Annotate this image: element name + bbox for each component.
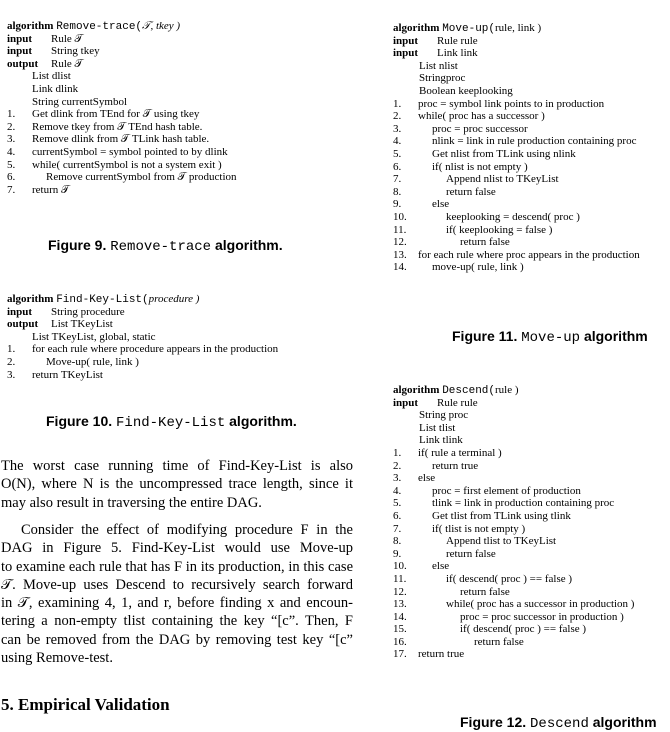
- io-keyword: input: [7, 32, 33, 45]
- line-number: 5.: [393, 147, 402, 160]
- text-line: using Remove-test.: [1, 650, 113, 667]
- line-text: return TKeyList: [32, 368, 103, 381]
- line-number: 11.: [393, 572, 407, 585]
- line-number: 6.: [7, 171, 16, 184]
- line-number: 16.: [393, 635, 407, 648]
- line-number: 17.: [393, 648, 407, 661]
- algorithm-line: [393, 110, 670, 123]
- line-number: 11.: [393, 223, 407, 236]
- algorithm-io: [393, 35, 670, 60]
- algorithm-lines: [393, 447, 670, 661]
- io-keyword: output: [7, 57, 39, 70]
- algorithm-input-row: [393, 47, 670, 60]
- algorithm-line: [393, 586, 670, 599]
- figure-12-algorithm: [393, 384, 670, 661]
- line-number: 7.: [7, 183, 16, 196]
- text-line: in 𝒯, examining 4, 1, and r, before finding x and encoun-: [1, 595, 353, 612]
- algorithm-declarations: [393, 409, 670, 447]
- algorithm-output-row: [7, 58, 337, 71]
- line-number: 12.: [393, 585, 407, 598]
- line-text: proc = proc successor: [432, 122, 528, 135]
- io-text: Link link: [437, 47, 478, 60]
- line-number: 2.: [7, 355, 16, 368]
- line-text: keeplooking = descend( proc ): [446, 210, 580, 223]
- line-text: return true: [418, 648, 465, 661]
- algorithm-header: algorithm Descend(rule ): [393, 384, 519, 397]
- declaration-line: List dlist: [32, 70, 71, 83]
- io-text: Rule 𝒯: [51, 57, 83, 70]
- io-keyword: input: [393, 34, 419, 47]
- algorithm-declarations: [7, 331, 337, 344]
- algorithm-line: [7, 108, 337, 121]
- algorithm-header: algorithm Move-up(rule, link ): [393, 22, 542, 35]
- declaration-line: String proc: [419, 409, 469, 422]
- algorithm-line: [393, 623, 670, 636]
- figure-12-caption: Figure 12. Descend algorithm: [460, 714, 657, 732]
- declaration-line: List tlist: [419, 421, 456, 434]
- line-number: 15.: [393, 623, 407, 636]
- text-line: 𝒯. Move-up uses Descend to recursively search forward: [1, 576, 353, 593]
- line-text: if( rule a terminal ): [418, 446, 502, 459]
- line-text: if( nlist is not empty ): [432, 160, 528, 173]
- line-text: if( tlist is not empty ): [432, 522, 526, 535]
- algorithm-line: [393, 560, 670, 573]
- algorithm-io: [7, 306, 337, 331]
- algorithm-line: [7, 184, 337, 197]
- io-text: Rule rule: [437, 34, 478, 47]
- section-heading: 5. Empirical Validation: [1, 695, 170, 714]
- algorithm-line: [393, 472, 670, 485]
- figure-9-algorithm: [7, 20, 337, 196]
- line-number: 9.: [393, 547, 402, 560]
- io-text: List TKeyList: [51, 318, 113, 331]
- algorithm-input-row: [393, 397, 670, 410]
- algorithm-lines: [7, 108, 337, 196]
- algorithm-line: [393, 123, 670, 136]
- line-number: 14.: [393, 610, 407, 623]
- line-number: 7.: [393, 522, 402, 535]
- line-number: 6.: [393, 509, 402, 522]
- algorithm-line: [393, 611, 670, 624]
- algorithm-line: [7, 171, 337, 184]
- line-text: else: [418, 472, 436, 485]
- line-text: return false: [474, 635, 524, 648]
- algorithm-line: [393, 485, 670, 498]
- paragraph-example: [1, 521, 353, 667]
- line-number: 2.: [393, 110, 402, 123]
- algorithm-line: [7, 356, 337, 369]
- line-text: Move-up( rule, link ): [46, 355, 139, 368]
- declaration-line: Boolean keeplooking: [419, 84, 513, 97]
- line-number: 13.: [393, 598, 407, 611]
- line-number: 5.: [393, 497, 402, 510]
- io-text: String procedure: [51, 305, 125, 318]
- line-number: 2.: [393, 459, 402, 472]
- algorithm-header: algorithm Remove-trace(𝒯, tkey ): [7, 20, 181, 33]
- line-text: Append nlist to TKeyList: [446, 173, 559, 186]
- io-keyword: input: [7, 45, 33, 58]
- line-number: 10.: [393, 210, 407, 223]
- algorithm-line: [393, 648, 670, 661]
- text-line: can be removed from the DAG by removing test key “[c”: [1, 631, 353, 648]
- algorithm-line: [393, 573, 670, 586]
- line-text: proc = symbol link points to in production: [418, 97, 605, 110]
- io-keyword: input: [7, 305, 33, 318]
- line-number: 7.: [393, 173, 402, 186]
- algorithm-line: [393, 173, 670, 186]
- algorithm-input-row: [7, 45, 337, 58]
- algorithm-output-row: [7, 318, 337, 331]
- algorithm-line: [7, 146, 337, 159]
- line-number: 1.: [393, 446, 402, 459]
- line-number: 2.: [7, 120, 16, 133]
- algorithm-line: [393, 523, 670, 536]
- algorithm-input-row: [7, 306, 337, 319]
- line-text: currentSymbol = symbol pointed to by dlink: [32, 145, 228, 158]
- text-line: tering a non-empty tlist containing the key “[c”. Then, F: [1, 613, 353, 630]
- algorithm-line: [393, 598, 670, 611]
- line-text: Get tlist from TLink using tlink: [432, 509, 571, 522]
- line-text: else: [432, 198, 450, 211]
- line-number: 4.: [7, 145, 16, 158]
- line-text: if( descend( proc ) == false ): [446, 572, 573, 585]
- line-number: 6.: [393, 160, 402, 173]
- line-number: 8.: [393, 185, 402, 198]
- line-text: while( proc has a successor ): [418, 110, 545, 123]
- algorithm-line: [7, 159, 337, 172]
- algorithm-line: [7, 343, 337, 356]
- line-number: 4.: [393, 484, 402, 497]
- algorithm-line: [393, 497, 670, 510]
- line-text: return 𝒯: [32, 183, 70, 196]
- line-text: Remove currentSymbol from 𝒯 production: [46, 171, 237, 184]
- algorithm-line: [393, 161, 670, 174]
- declaration-line: Stringproc: [419, 72, 466, 85]
- line-text: Get nlist from TLink using nlink: [432, 147, 576, 160]
- algorithm-input-row: [393, 35, 670, 48]
- algorithm-line: [7, 133, 337, 146]
- line-text: Get dlink from TEnd for 𝒯 using tkey: [32, 108, 200, 121]
- algorithm-line: [393, 186, 670, 199]
- algorithm-line: [7, 369, 337, 382]
- line-number: 8.: [393, 535, 402, 548]
- line-text: return false: [460, 236, 510, 249]
- line-text: proc = first element of production: [432, 484, 581, 497]
- paragraph-running-time: [1, 457, 353, 512]
- line-text: return false: [460, 585, 510, 598]
- algorithm-input-row: [7, 33, 337, 46]
- line-text: Remove dlink from 𝒯 TLink hash table.: [32, 133, 210, 146]
- algorithm-line: [393, 548, 670, 561]
- line-number: 3.: [7, 133, 16, 146]
- line-number: 3.: [393, 122, 402, 135]
- declaration-line: Link dlink: [32, 82, 79, 95]
- algorithm-line: [393, 148, 670, 161]
- line-number: 5.: [7, 158, 16, 171]
- line-text: return false: [446, 185, 496, 198]
- algorithm-line: [393, 211, 670, 224]
- line-text: if( keeplooking = false ): [446, 223, 553, 236]
- line-text: return false: [446, 547, 496, 560]
- line-text: Remove tkey from 𝒯 TEnd hash table.: [32, 120, 203, 133]
- algorithm-line: [393, 249, 670, 262]
- figure-9-caption: Figure 9. Remove-trace algorithm.: [48, 237, 283, 255]
- line-number: 3.: [393, 472, 402, 485]
- algorithm-line: [393, 236, 670, 249]
- figure-10-caption: Figure 10. Find-Key-List algorithm.: [46, 413, 297, 431]
- io-keyword: output: [7, 318, 39, 331]
- line-number: 10.: [393, 560, 407, 573]
- algorithm-declarations: [7, 70, 337, 108]
- algorithm-line: [393, 98, 670, 111]
- line-number: 1.: [393, 97, 402, 110]
- algorithm-line: [393, 636, 670, 649]
- algorithm-io: [393, 397, 670, 410]
- io-text: Rule rule: [437, 396, 478, 409]
- declaration-line: List nlist: [419, 59, 458, 72]
- line-text: while( currentSymbol is not a system exit ): [32, 158, 222, 171]
- line-text: for each rule where procedure appears in the production: [32, 343, 279, 356]
- line-text: tlink = link in production containing proc: [432, 497, 615, 510]
- io-keyword: input: [393, 396, 419, 409]
- line-number: 3.: [7, 368, 16, 381]
- algorithm-lines: [393, 98, 670, 274]
- text-line: O(N), where N is the uncompressed trace length, since it: [1, 476, 353, 493]
- line-number: 13.: [393, 248, 407, 261]
- algorithm-line: [393, 447, 670, 460]
- line-number: 1.: [7, 108, 16, 121]
- line-text: proc = proc successor in production ): [460, 610, 624, 623]
- figure-11-caption: Figure 11. Move-up algorithm: [452, 328, 648, 346]
- algorithm-line: [7, 121, 337, 134]
- line-text: Append tlist to TKeyList: [446, 535, 557, 548]
- algorithm-line: [393, 535, 670, 548]
- algorithm-line: [393, 261, 670, 274]
- line-text: move-up( rule, link ): [432, 261, 524, 274]
- io-text: Rule 𝒯: [51, 32, 83, 45]
- line-text: return true: [432, 459, 479, 472]
- algorithm-declarations: [393, 60, 670, 98]
- line-text: else: [432, 560, 450, 573]
- figure-11-algorithm: [393, 22, 670, 274]
- line-number: 12.: [393, 236, 407, 249]
- line-number: 1.: [7, 343, 16, 356]
- text-line: The worst case running time of Find-Key-List is also: [1, 458, 353, 474]
- figure-10-algorithm: [7, 293, 337, 381]
- declaration-line: Link tlink: [419, 434, 463, 447]
- text-line: Consider the effect of modifying procedure F in the: [21, 522, 353, 538]
- line-number: 9.: [393, 198, 402, 211]
- line-text: nlink = link in rule production containing proc: [432, 135, 637, 148]
- io-text: String tkey: [51, 45, 100, 58]
- line-number: 14.: [393, 261, 407, 274]
- algorithm-line: [393, 198, 670, 211]
- algorithm-line: [393, 224, 670, 237]
- text-line: may also result in traversing the entire DAG.: [1, 494, 262, 511]
- line-number: 4.: [393, 135, 402, 148]
- line-text: for each rule where proc appears in the production: [418, 248, 640, 261]
- text-line: DAG in Figure 5. Find-Key-List would use Move-up: [1, 540, 353, 557]
- text-line: to examine each rule that has F in its production, in this case: [1, 558, 353, 575]
- algorithm-line: [393, 460, 670, 473]
- algorithm-io: [7, 33, 337, 71]
- algorithm-line: [393, 135, 670, 148]
- declaration-line: String currentSymbol: [32, 95, 128, 108]
- algorithm-header: algorithm Find-Key-List(procedure ): [7, 293, 200, 306]
- line-text: if( descend( proc ) == false ): [460, 623, 587, 636]
- declaration-line: List TKeyList, global, static: [32, 330, 156, 343]
- line-text: while( proc has a successor in production ): [446, 598, 635, 611]
- algorithm-lines: [7, 343, 337, 381]
- algorithm-line: [393, 510, 670, 523]
- io-keyword: input: [393, 47, 419, 60]
